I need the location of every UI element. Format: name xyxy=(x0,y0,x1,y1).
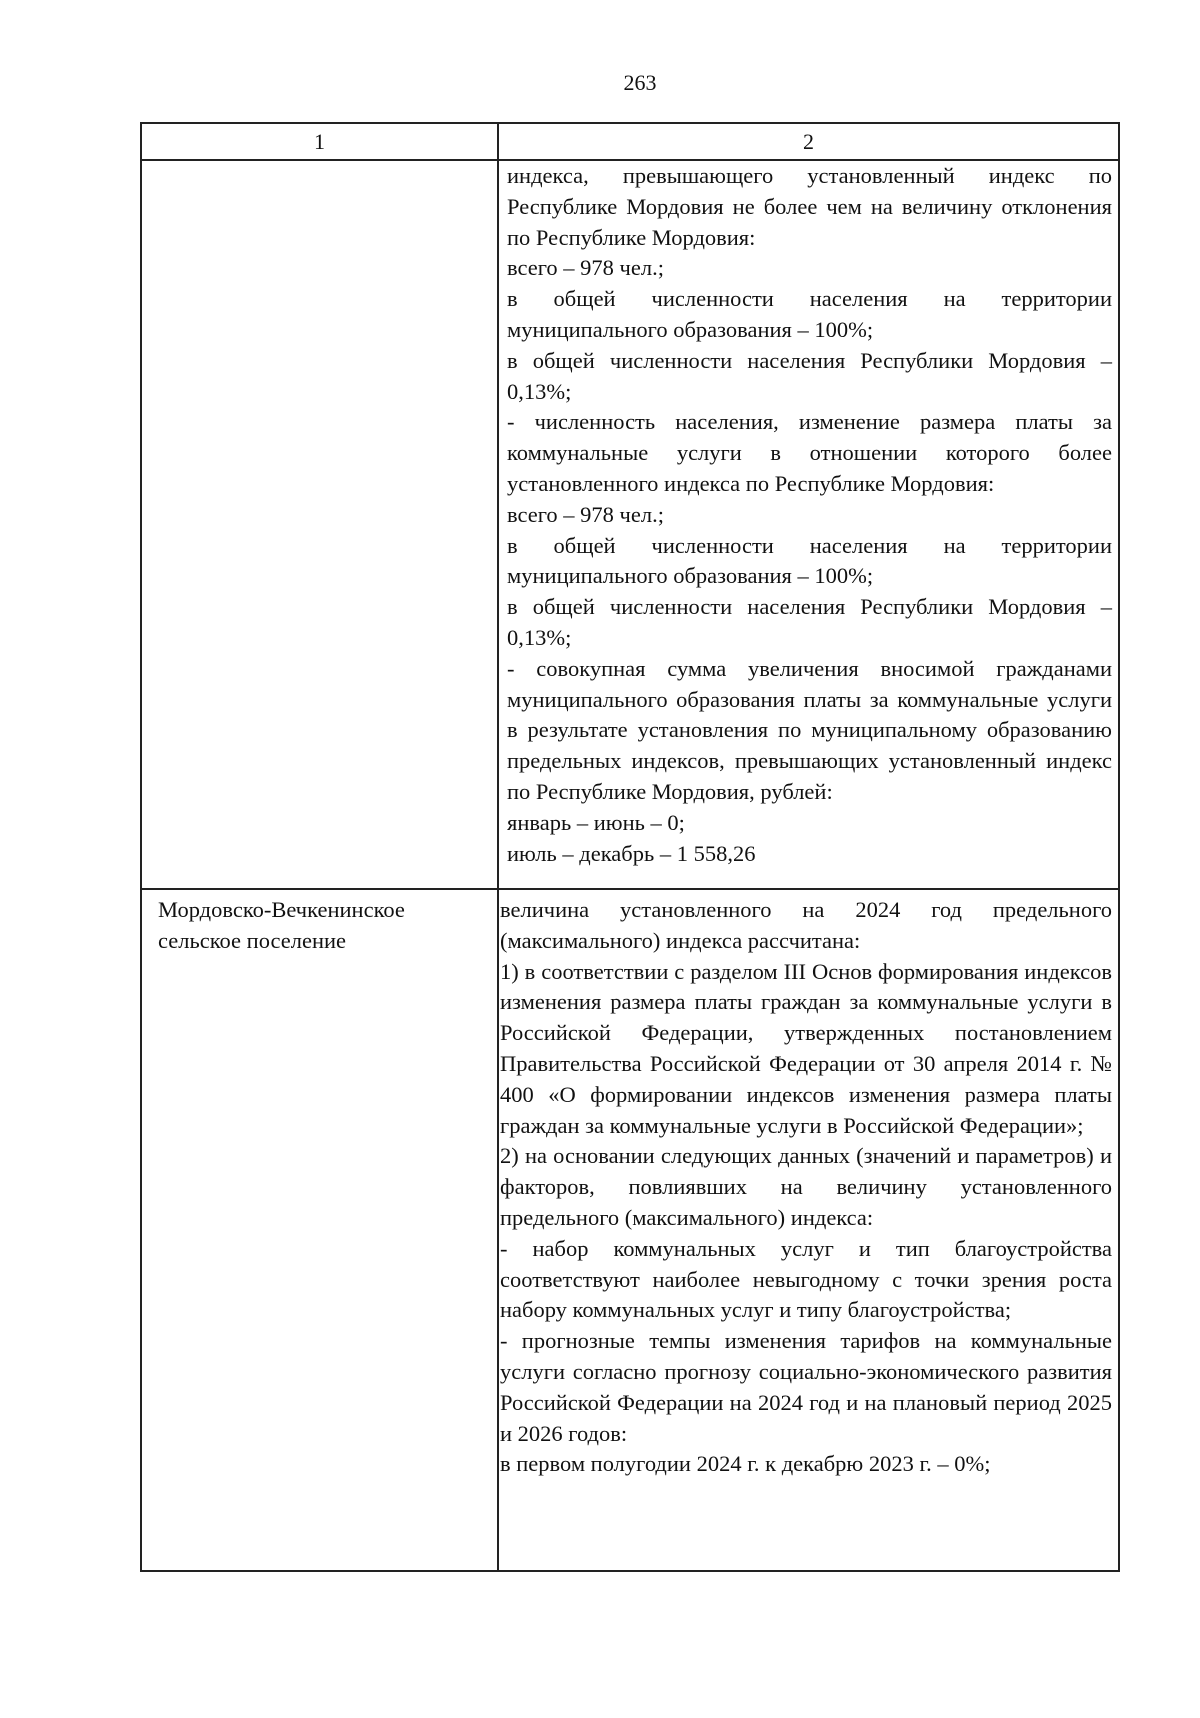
page-number: 263 xyxy=(623,70,657,95)
paragraph: индекса, превышающего установленный индекс по Республике Мордовия не более чем на величину отклонения по Республике Мордовия: xyxy=(507,163,1112,250)
row2-col1-cell: Мордовско-Вечкенинское сельское поселение xyxy=(158,897,405,953)
paragraph: в общей численности населения Республики Мордовия – 0,13%; xyxy=(507,594,1112,650)
column-divider xyxy=(497,124,499,1570)
paragraph: - набор коммунальных услуг и тип благоустройства соответствуют наиболее невыгодному с точки зрения роста набору коммунальных услуг и типу благоустройства; xyxy=(500,1235,1112,1323)
paragraph: январь – июнь – 0; xyxy=(507,809,685,835)
paragraph: июль – декабрь – 1 558,26 xyxy=(507,840,756,866)
column-header-1: 1 xyxy=(314,129,325,154)
document-table xyxy=(140,122,1120,1572)
column-header-2: 2 xyxy=(803,129,814,154)
paragraph: - совокупная сумма увеличения вносимой гражданами муниципального образования платы за коммунальные услуги в результате установления по муниципальному образованию предельных индексов, превышающих установленный индекс по Республике Мордовия, рублей: xyxy=(507,655,1112,804)
paragraph: в общей численности населения на территории муниципального образования – 100%; xyxy=(507,286,1112,342)
paragraph: 2) на основании следующих данных (значений и параметров) и факторов, повлиявших на величину установленного предельного (максимального) индекса: xyxy=(500,1143,1112,1230)
row-divider xyxy=(142,888,1118,890)
paragraph: - численность населения, изменение размера платы за коммунальные услуги в отношении которого более установленного индекса по Республике Мордовия: xyxy=(507,409,1112,496)
paragraph: - прогнозные темпы изменения тарифов на коммунальные услуги согласно прогнозу социально-экономического развития Российской Федерации на 2024 год и на плановый период 2025 и 2026 годов: xyxy=(500,1328,1112,1446)
paragraph: всего – 978 чел.; xyxy=(507,255,664,281)
row2-col2-cell xyxy=(500,895,1112,1480)
row1-col2-cell xyxy=(507,161,1112,869)
paragraph: всего – 978 чел.; xyxy=(507,501,664,527)
paragraph: в первом полугодии 2024 г. к декабрю 2023 г. – 0%; xyxy=(500,1451,991,1477)
paragraph: 1) в соответствии с разделом III Основ формирования индексов изменения размера платы граждан за коммунальные услуги в Российской Федерации, утвержденных постановлением Правительства Российской Федерации от 30 апреля 2014 г. № 400 «О формировании индексов изменения размера платы граждан за коммунальные услуги в Российской Федерации»; xyxy=(500,958,1112,1138)
paragraph: в общей численности населения Республики Мордовия – 0,13%; xyxy=(507,347,1112,404)
table-header-row xyxy=(142,124,1118,161)
paragraph: величина установленного на 2024 год предельного (максимального) индекса рассчитана: xyxy=(500,897,1112,953)
paragraph: в общей численности населения на территории муниципального образования – 100%; xyxy=(507,532,1112,589)
